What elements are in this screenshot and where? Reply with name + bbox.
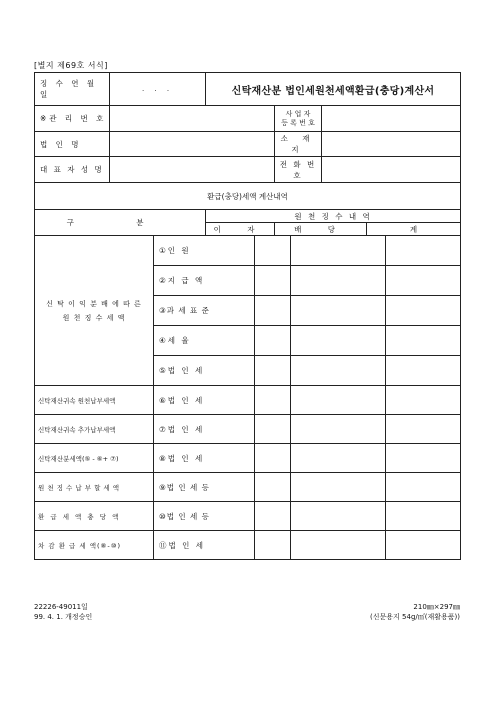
table-row [35, 473, 461, 502]
interest-cell[interactable] [255, 473, 291, 502]
total-cell[interactable] [386, 473, 461, 502]
address-field[interactable] [322, 132, 461, 157]
section-title: 환급(충당)세액 계산내역 [35, 183, 461, 210]
form-title: 신탁재산분 법인세원천세액환급(충당)계산서 [206, 73, 461, 106]
total-header: 계 [367, 223, 461, 236]
total-cell[interactable] [386, 236, 461, 266]
total-cell[interactable] [386, 266, 461, 296]
dividend-cell[interactable] [291, 356, 386, 386]
dividend-cell[interactable] [291, 473, 386, 502]
group-label-line1: 신 탁 이 익 분 배 에 따 른 [46, 299, 142, 308]
corp-name-label: 법 인 명 [35, 132, 110, 157]
interest-cell[interactable] [255, 326, 291, 356]
phone-label: 전 화 번 호 [275, 157, 322, 183]
total-cell[interactable] [386, 531, 461, 560]
dividend-cell[interactable] [291, 502, 386, 531]
total-cell[interactable] [386, 326, 461, 356]
interest-cell[interactable] [255, 386, 291, 415]
dividend-cell[interactable] [291, 531, 386, 560]
row-label: 환 급 세 액 충 당 액 [35, 502, 154, 531]
item-label: ⑥법 인 세 [154, 386, 255, 415]
item-label: ②지 급 액 [154, 266, 255, 296]
form-number: [별지 제69호 서식] [34, 61, 108, 70]
collection-date-field[interactable]: . . . [110, 73, 206, 106]
item-label: ⑤법 인 세 [154, 356, 255, 386]
rep-name-label: 대 표 자 성 명 [35, 157, 110, 183]
mgmt-no-field[interactable] [110, 106, 275, 132]
interest-cell[interactable] [255, 444, 291, 473]
total-cell[interactable] [386, 356, 461, 386]
biz-reg-no-label-top: 사 업 자 [285, 109, 311, 118]
rep-name-field[interactable] [110, 157, 275, 183]
table-row [35, 386, 461, 415]
dividend-cell[interactable] [291, 415, 386, 444]
approval-date: 99. 4. 1. 개정승인 [34, 613, 93, 621]
row-label: 원 천 징 수 납 부 할 세 액 [35, 473, 154, 502]
biz-reg-no-field[interactable] [322, 106, 461, 132]
interest-cell[interactable] [255, 266, 291, 296]
item-label: ④세 율 [154, 326, 255, 356]
total-cell[interactable] [386, 296, 461, 326]
interest-cell[interactable] [255, 356, 291, 386]
table-row [35, 236, 461, 266]
group-label-line2: 원 천 징 수 세 액 [62, 313, 126, 322]
item-label: ①인 원 [154, 236, 255, 266]
category-header: 구 분 [35, 210, 206, 236]
dividend-cell[interactable] [291, 326, 386, 356]
paper-type: (신문용지 54g/㎡(재활용품)) [370, 613, 460, 621]
phone-field[interactable] [322, 157, 461, 183]
corp-name-field[interactable] [110, 132, 275, 157]
dividend-cell[interactable] [291, 236, 386, 266]
form-code: 22226-49011일 [34, 603, 88, 611]
item-label: ⑦법 인 세 [154, 415, 255, 444]
tax-refund-form [34, 72, 461, 560]
table-row [35, 415, 461, 444]
table-row [35, 444, 461, 473]
row-label: 차 감 환 급 세 액(⑧-⑩) [35, 531, 154, 560]
item-label: ⑪법 인 세 [154, 531, 255, 560]
withholding-detail-header: 원 천 징 수 내 역 [206, 210, 461, 223]
item-label: ⑧법 인 세 [154, 444, 255, 473]
paper-size: 210㎜×297㎜ [413, 603, 460, 611]
interest-cell[interactable] [255, 531, 291, 560]
dividend-cell[interactable] [291, 266, 386, 296]
total-cell[interactable] [386, 502, 461, 531]
item-label: ③과 세 표 준 [154, 296, 255, 326]
dividend-cell[interactable] [291, 386, 386, 415]
item-label: ⑨법 인 세 등 [154, 473, 255, 502]
group-label [35, 236, 154, 386]
dividend-cell[interactable] [291, 296, 386, 326]
address-label: 소 재 지 [275, 132, 322, 157]
dividend-header: 배 당 [275, 223, 367, 236]
footer-right [370, 602, 460, 622]
total-cell[interactable] [386, 415, 461, 444]
interest-header: 이 자 [206, 223, 275, 236]
collection-date-label: 징 수 연 월 일 [35, 73, 110, 106]
dividend-cell[interactable] [291, 444, 386, 473]
mgmt-no-label: ※관 리 번 호 [35, 106, 110, 132]
footer-left [34, 602, 92, 622]
interest-cell[interactable] [255, 502, 291, 531]
interest-cell[interactable] [255, 415, 291, 444]
table-row [35, 502, 461, 531]
biz-reg-no-label [275, 106, 322, 132]
biz-reg-no-label-bottom: 등 록 번 호 [281, 118, 315, 127]
row-label: 신탁재산귀속 추가납부세액 [35, 415, 154, 444]
row-label: 신탁재산분세액(⑤ - ⑥+ ⑦) [35, 444, 154, 473]
row-label: 신탁재산귀속 원천납부세액 [35, 386, 154, 415]
interest-cell[interactable] [255, 296, 291, 326]
interest-cell[interactable] [255, 236, 291, 266]
total-cell[interactable] [386, 444, 461, 473]
total-cell[interactable] [386, 386, 461, 415]
table-row [35, 531, 461, 560]
item-label: ⑩법 인 세 등 [154, 502, 255, 531]
